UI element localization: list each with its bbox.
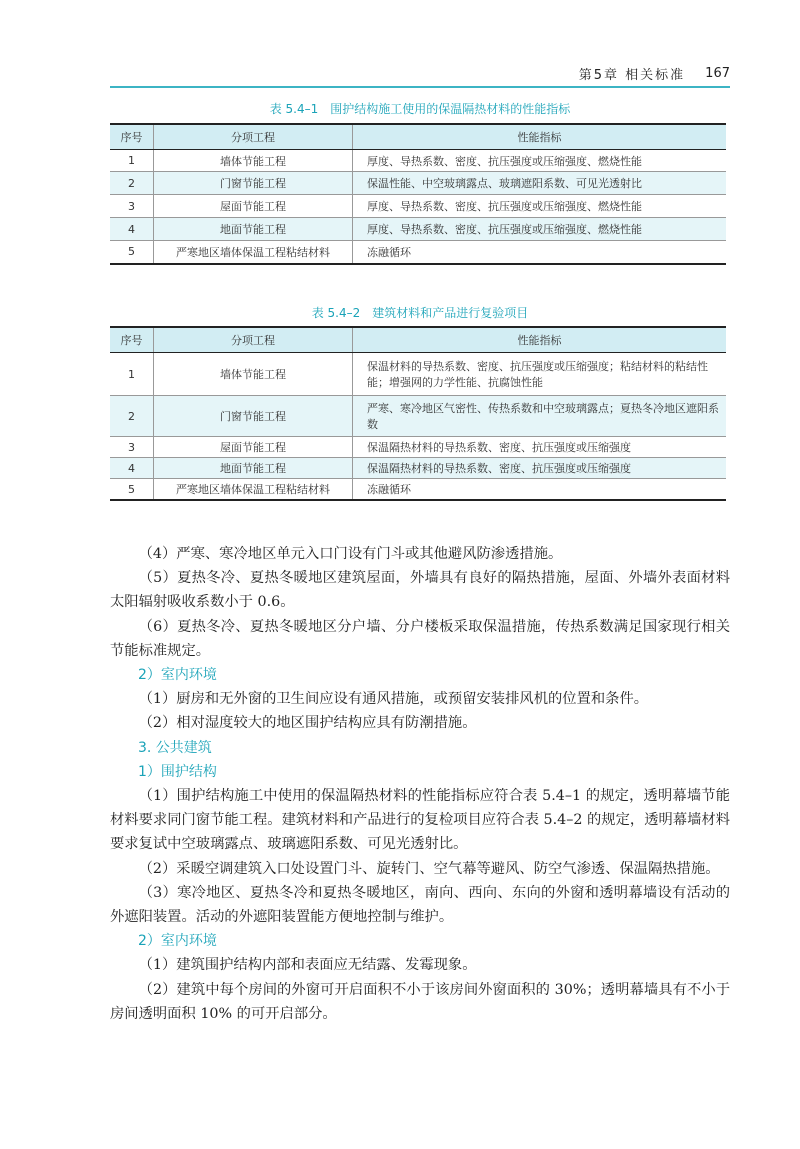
section-heading: 2）室内环境	[138, 667, 217, 684]
table2-caption: 表 5.4–2 建筑材料和产品进行复验项目	[311, 306, 529, 320]
paragraph: （2）采暖空调建筑入口处设置门斗、旋转门、空气幕等避风、防空气渗透、保温隔热措施。	[138, 860, 720, 877]
table-row	[110, 218, 726, 241]
paragraph: （4）严寒、寒冷地区单元入口门设有门斗或其他避风防渗透措施。	[138, 546, 563, 562]
page-header	[110, 60, 730, 88]
row-category: 屋面节能工程	[154, 437, 353, 458]
row-number: 1	[110, 150, 154, 172]
row-category: 地面节能工程	[154, 218, 353, 241]
row-number: 3	[110, 195, 154, 218]
row-category: 门窗节能工程	[154, 172, 353, 195]
paragraph: （2）相对湿度较大的地区围护结构应具有防潮措施。	[138, 715, 477, 732]
row-number: 4	[110, 218, 154, 241]
row-property: 保温隔热材料的导热系数、密度、抗压强度或压缩强度	[353, 458, 727, 479]
paragraph: （1）围护结构施工中使用的保温隔热材料的性能指标应符合表 5.4–1 的规定，透明幕墙节能材料要求同门窗节能工程。建筑材料和产品进行的复检项目应符合表 5.4–2 的规定，透明幕墙材料要求复试中空玻璃露点、玻璃遮阳系数、可见光透射比。	[110, 788, 730, 853]
paragraph: （1）厨房和无外窗的卫生间应设有通风措施，或预留安装排风机的位置和条件。	[138, 691, 649, 708]
table-row	[110, 241, 726, 264]
row-number: 5	[110, 241, 154, 264]
section-heading: 3. 公共建筑	[138, 739, 212, 756]
row-category: 严寒地区墙体保温工程粘结材料	[154, 479, 353, 501]
table-row	[110, 458, 726, 479]
table2-header-category: 分项工程	[154, 327, 353, 353]
row-category: 屋面节能工程	[154, 195, 353, 218]
row-category: 严寒地区墙体保温工程粘结材料	[154, 241, 353, 264]
row-property: 保温隔热材料的导热系数、密度、抗压强度或压缩强度	[353, 437, 727, 458]
table-row	[110, 396, 726, 437]
row-property: 厚度、导热系数、密度、抗压强度或压缩强度、燃烧性能	[353, 150, 727, 172]
row-number: 4	[110, 458, 154, 479]
row-number: 1	[110, 353, 154, 396]
table-row	[110, 437, 726, 458]
paragraph: （6）夏热冬冷、夏热冬暖地区分户墙、分户楼板采取保温措施，传热系数满足国家现行相关节能标准规定。	[110, 618, 730, 659]
row-number: 2	[110, 396, 154, 437]
table1	[110, 123, 726, 265]
row-property: 保温性能、中空玻璃露点、玻璃遮阳系数、可见光透射比	[353, 172, 727, 195]
paragraph: （1）建筑围护结构内部和表面应无结露、发霉现象。	[138, 957, 477, 974]
table2	[110, 326, 726, 501]
page-number: 167	[705, 65, 730, 81]
paragraph: （3）寒冷地区、夏热冬冷和夏热冬暖地区，南向、西向、东向的外窗和透明幕墙设有活动的外遮阳装置。活动的外遮阳装置能方便地控制与维护。	[110, 884, 730, 926]
section-heading: 2）室内环境	[138, 933, 217, 950]
table2-header-property: 性能指标	[353, 327, 727, 353]
row-property: 严寒、寒冷地区气密性、传热系数和中空玻璃露点；夏热冬冷地区遮阳系数	[353, 396, 727, 437]
row-property: 保温材料的导热系数、密度、抗压强度或压缩强度；粘结材料的粘结性能；增强网的力学性能、抗腐蚀性能	[353, 353, 727, 396]
row-property: 厚度、导热系数、密度、抗压强度或压缩强度、燃烧性能	[353, 218, 727, 241]
section-heading: 1）围护结构	[138, 763, 217, 780]
table1-caption: 表 5.4–1 围护结构施工使用的保温隔热材料的性能指标	[269, 102, 571, 116]
table2-header-no: 序号	[110, 327, 154, 353]
body-text	[110, 542, 730, 1026]
paragraph: （2）建筑中每个房间的外窗可开启面积不小于该房间外窗面积的 30%；透明幕墙具有不小于房间透明面积 10% 的可开启部分。	[110, 981, 730, 1022]
row-number: 3	[110, 437, 154, 458]
row-number: 5	[110, 479, 154, 501]
table-row	[110, 353, 726, 396]
row-category: 墙体节能工程	[154, 353, 353, 396]
row-property: 厚度、导热系数、密度、抗压强度或压缩强度、燃烧性能	[353, 195, 727, 218]
row-number: 2	[110, 172, 154, 195]
table-row	[110, 172, 726, 195]
row-category: 地面节能工程	[154, 458, 353, 479]
table-row	[110, 150, 726, 172]
table-row	[110, 479, 726, 501]
row-category: 门窗节能工程	[154, 396, 353, 437]
table1-header-category: 分项工程	[154, 124, 353, 150]
row-category: 墙体节能工程	[154, 150, 353, 172]
table1-header-property: 性能指标	[353, 124, 727, 150]
row-property: 冻融循环	[353, 241, 727, 264]
table1-header-no: 序号	[110, 124, 154, 150]
chapter-title: 第5章 相关标准	[578, 67, 686, 83]
table-row	[110, 195, 726, 218]
row-property: 冻融循环	[353, 479, 727, 501]
paragraph: （5）夏热冬冷、夏热冬暖地区建筑屋面，外墙具有良好的隔热措施，屋面、外墙外表面材料太阳辐射吸收系数小于 0.6。	[110, 570, 730, 611]
